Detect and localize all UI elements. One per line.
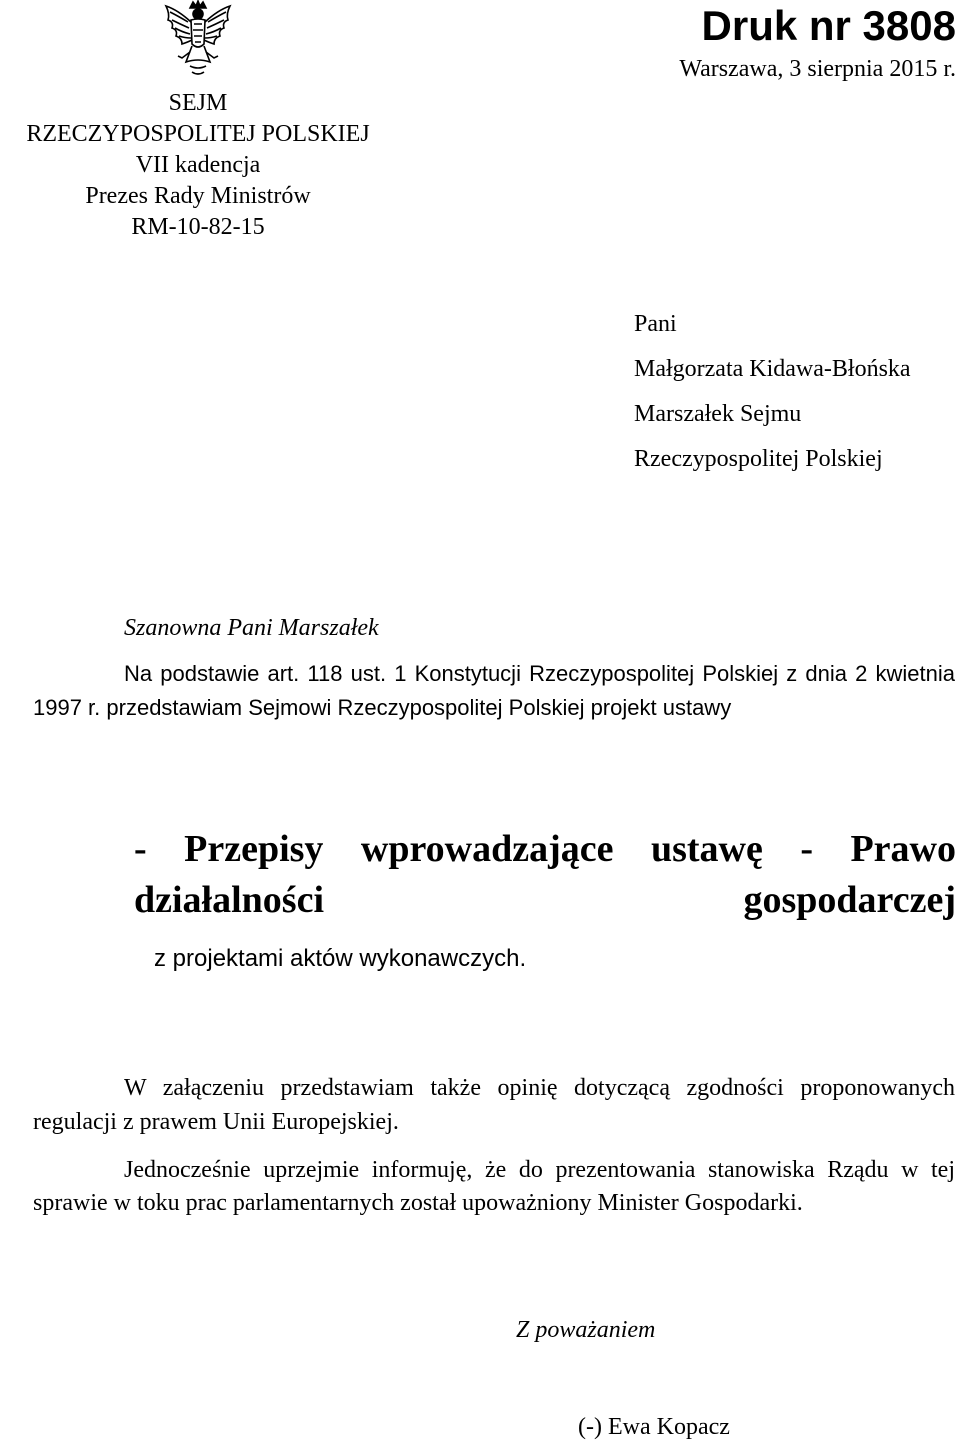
addressee-line: Małgorzata Kidawa-Błońska (634, 356, 911, 382)
institution-line: VII kadencja (135, 152, 261, 178)
paragraph-intro (33, 657, 955, 725)
institution-line: RZECZYPOSPOLITEJ POLSKIEJ (26, 121, 370, 147)
polish-eagle-emblem (160, 0, 236, 80)
print-number: Druk nr 3808 (701, 2, 956, 49)
addressee-line: Pani (634, 311, 677, 337)
reference-number: RM-10-82-15 (131, 214, 265, 240)
paragraph-intro-text: Na podstawie art. 118 ust. 1 Konstytucji Rzeczypospolitej Polskiej z dnia 2 kwietnia 1997 r. przedstawiam Sejmowi Rzeczypospolitej Polskiej projekt ustawy (33, 661, 955, 720)
salutation: Szanowna Pani Marszałek (124, 615, 379, 641)
closing: Z poważaniem (516, 1317, 656, 1343)
bill-subtitle: z projektami aktów wykonawczych. (154, 945, 527, 972)
bill-title: - Przepisy wprowadzające ustawę - Prawo działalności gospodarczej (134, 828, 956, 921)
addressee-line: Marszałek Sejmu (634, 401, 802, 427)
institution-line: Prezes Rady Ministrów (85, 183, 311, 209)
document-date: Warszawa, 3 sierpnia 2015 r. (679, 56, 956, 82)
institution-line: SEJM (168, 90, 228, 116)
paragraph-attachment (33, 1071, 955, 1139)
paragraph-minister (33, 1154, 955, 1220)
signature: (-) Ewa Kopacz (578, 1414, 730, 1440)
addressee-block (634, 302, 911, 482)
paragraph-minister-text: Jednocześnie uprzejmie informuję, że do prezentowania stanowiska Rządu w tej sprawie w toku prac parlamentarnych został upoważniony Minister Gospodarki. (33, 1157, 955, 1216)
addressee-line: Rzeczypospolitej Polskiej (634, 446, 883, 472)
institution-block (0, 88, 396, 243)
paragraph-attachment-text: W załączeniu przedstawiam także opinię dotyczącą zgodności proponowanych regulacji z prawem Unii Europejskiej. (33, 1075, 955, 1135)
